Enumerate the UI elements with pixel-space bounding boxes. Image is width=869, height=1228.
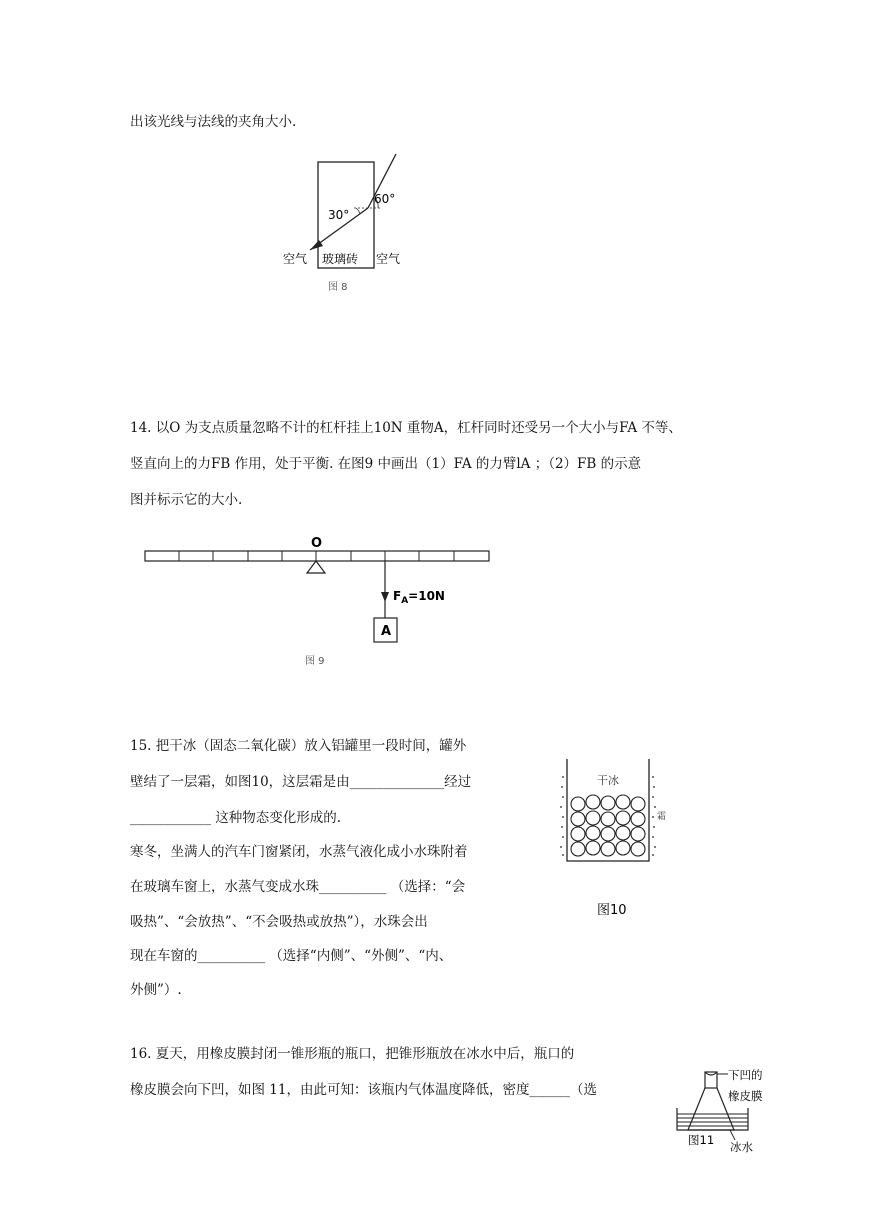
fig8-caption: 图 8	[328, 282, 348, 293]
fig8-label-glass: 玻璃砖	[322, 252, 359, 266]
q15-line-2: 壁结了一层霜，如图10，这层霜是由______________经过	[130, 774, 472, 790]
figure-11	[672, 1058, 782, 1158]
weight-label: A	[381, 624, 392, 639]
membrane-label-2: 橡皮膜	[728, 1089, 763, 1103]
pivot-label: O	[311, 536, 323, 551]
figure-10	[553, 757, 673, 927]
force-arrow	[381, 592, 389, 602]
figure-9	[140, 530, 500, 670]
q14-line-2: 竖直向上的力FB 作用，处于平衡. 在图9 中画出（1）FA 的力臂lA ；（2）FB 的示意	[130, 456, 642, 472]
q15-line-1: 15. 把干冰（固态二氧化碳）放入铝罐里一段时间，罐外	[130, 738, 467, 754]
ice-water-label: 冰水	[730, 1140, 753, 1154]
lever-bar	[145, 551, 489, 561]
figure-8	[270, 150, 440, 300]
fig8-label-air-right: 空气	[376, 252, 401, 266]
q15-line-6: 吸热”、“会放热”、“不会吸热或放热”），水珠会出	[130, 914, 428, 930]
q15-line-5: 在玻璃车窗上，水蒸气变成水珠__________ （选择：“会	[130, 879, 466, 895]
pivot-triangle	[307, 561, 325, 573]
q16-line-2: 橡皮膜会向下凹，如图 11，由此可知：该瓶内气体温度降低，密度______（选	[130, 1082, 597, 1098]
fig8-angle-30: 30°	[328, 208, 350, 222]
dry-ice-balls	[571, 795, 645, 856]
q15-line-8: 外侧”）.	[130, 982, 182, 998]
fig8-label-air-left: 空气	[283, 252, 308, 266]
fig10-caption: 图10	[597, 903, 627, 918]
q15-line-3: ____________ 这种物态变化形成的.	[130, 810, 342, 826]
force-label: $F_A=10N$	[393, 589, 445, 606]
water-basin	[677, 1108, 748, 1130]
dry-ice-label: 干冰	[597, 774, 619, 787]
intro-text: 出该光线与法线的夹角大小.	[130, 114, 297, 130]
frost-dots	[560, 776, 656, 856]
frost-label: 霜	[657, 812, 667, 822]
fig8-angle-60: 60°	[374, 192, 396, 206]
q14-line-3: 图并标示它的大小.	[130, 492, 243, 508]
fig11-caption: 图11	[688, 1133, 715, 1147]
q15-line-7: 现在车窗的__________ （选择“内侧”、“外侧”、“内、	[130, 948, 453, 964]
q14-line-1: 14. 以O 为支点质量忽略不计的杠杆挂上10N 重物A，杠杆同时还受另一个大小与FA 不等、	[130, 420, 682, 436]
q15-line-4: 寒冬，坐满人的汽车门窗紧闭，水蒸气液化成小水珠附着	[130, 844, 468, 860]
q16-line-1: 16. 夏天，用橡皮膜封闭一锥形瓶的瓶口，把锥形瓶放在冰水中后，瓶口的	[130, 1046, 575, 1062]
membrane-label-1: 下凹的	[728, 1068, 763, 1082]
water-lines	[677, 1114, 748, 1126]
bottle-neck	[705, 1072, 717, 1088]
fig9-caption: 图 9	[305, 656, 325, 667]
